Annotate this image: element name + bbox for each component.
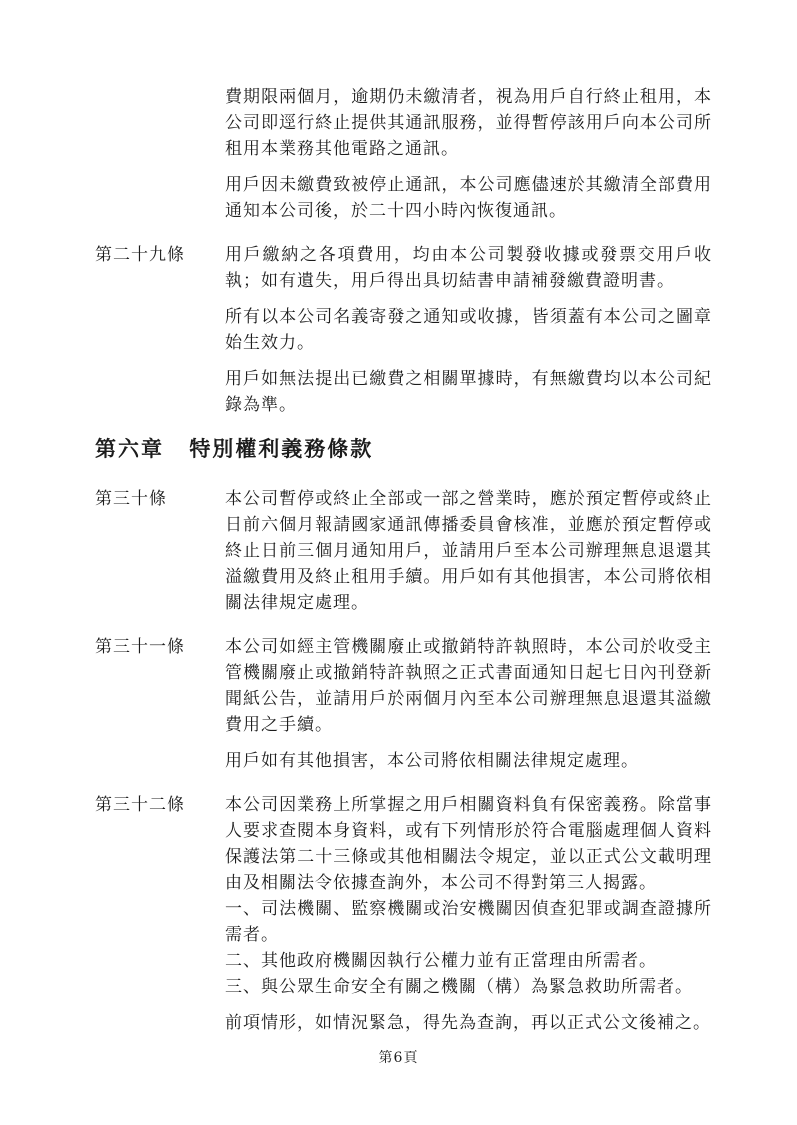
- article-body: [225, 84, 712, 224]
- article-label: 第二十九條: [95, 245, 185, 265]
- article-32: [95, 792, 712, 1036]
- article-label: 第三十二條: [95, 795, 185, 815]
- list-item: 三、與公眾生命安全有關之機關（構）為緊急救助所需者。: [225, 977, 693, 997]
- chapter-heading: [95, 434, 712, 464]
- paragraph: 本公司如經主管機關廢止或撤銷特許執照時，本公司於收受主管機關廢止或撤銷特許執照之正式書面通知日起七日內刊登新聞紙公告，並請用戶於兩個月內至本公司辦理無息退還其溢繳費用之手續。: [225, 637, 712, 735]
- article-body: [225, 634, 712, 774]
- article-body: [225, 792, 712, 1036]
- article-body: [225, 242, 712, 418]
- page-number: 第6頁: [378, 1050, 419, 1066]
- list-item: 一、司法機關、監察機關或治安機關因偵查犯罪或調查證據所需者。: [225, 899, 712, 945]
- paragraph: 用戶繳納之各項費用，均由本公司製發收據或發票交用戶收執；如有遺失，用戶得出具切結書申請補發繳費證明書。: [225, 245, 712, 291]
- article-31: [95, 634, 712, 774]
- list-item: 二、其他政府機關因執行公權力並有正當理由所需者。: [225, 951, 657, 971]
- article-label: 第三十條: [95, 489, 167, 509]
- paragraph: 費期限兩個月，逾期仍未繳清者，視為用戶自行終止租用，本公司即逕行終止提供其通訊服務，並得暫停該用戶向本公司所租用本業務其他電路之通訊。: [225, 87, 712, 159]
- article-continuation: [95, 84, 712, 224]
- paragraph: 本公司暫停或終止全部或一部之營業時，應於預定暫停或終止日前六個月報請國家通訊傳播委員會核准，並應於預定暫停或終止日前三個月通知用戶，並請用戶至本公司辦理無息退還其溢繳費用及終止租用手續。用戶如有其他損害，本公司將依相關法律規定處理。: [225, 489, 712, 613]
- article-body: [225, 486, 712, 616]
- chapter-number: 第六章: [95, 436, 164, 461]
- paragraph: 用戶因未繳費致被停止通訊，本公司應儘速於其繳清全部費用通知本公司後，於二十四小時內恢復通訊。: [225, 175, 712, 221]
- paragraph: 所有以本公司名義寄發之通知或收據，皆須蓋有本公司之圖章始生效力。: [225, 307, 712, 353]
- article-29: [95, 242, 712, 418]
- chapter-title: 特別權利義務條款: [189, 436, 374, 461]
- paragraph: 用戶如有其他損害，本公司將依相關法律規定處理。: [225, 751, 639, 771]
- paragraph: 前項情形，如情況緊急，得先為查詢，再以正式公文後補之。: [225, 1013, 711, 1033]
- article-label: 第三十一條: [95, 637, 185, 657]
- paragraph: 本公司因業務上所掌握之用戶相關資料負有保密義務。除當事人要求查閱本身資料，或有下列情形於符合電腦處理個人資料保護法第二十三條或其他相關法令規定，並以正式公文載明理由及相關法令依據查詢外，本公司不得對第三人揭露。: [225, 795, 712, 893]
- page-footer: [0, 1047, 797, 1067]
- paragraph: 用戶如無法提出已繳費之相關單據時，有無繳費均以本公司紀錄為準。: [225, 369, 712, 415]
- article-30: [95, 486, 712, 616]
